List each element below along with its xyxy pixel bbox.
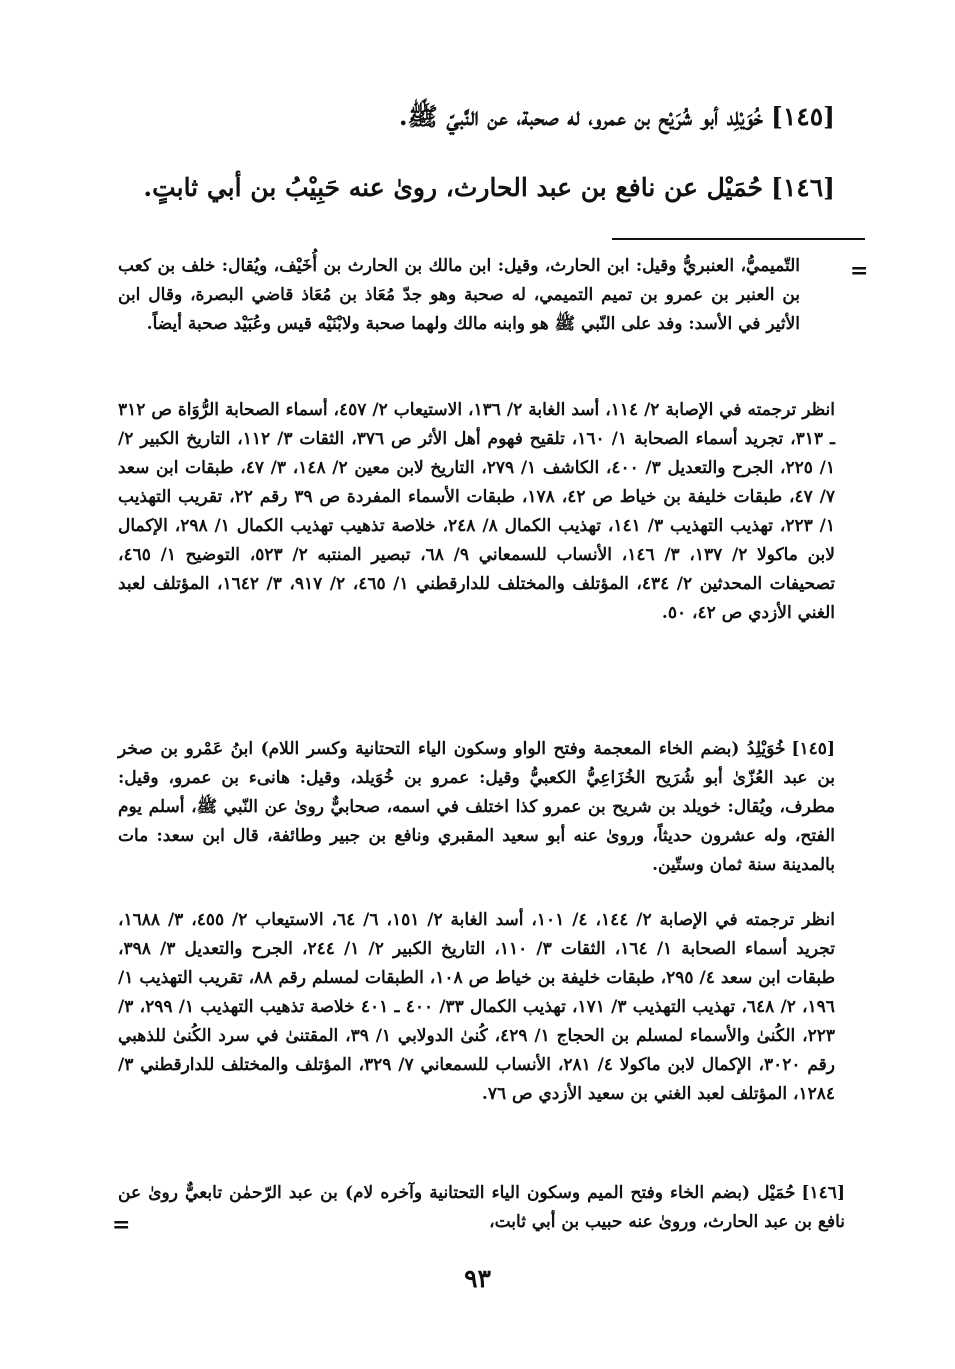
footnote-continued-references: انظر ترجمته في الإصابة ٢/ ١١٤، أسد الغابة ٢/ ١٣٦، الاستيعاب ٢/ ٤٥٧، أسماء الصحابة الرُّوَاة ص ٣١٢ ـ ٣١٣، تجريد أسماء الصحابة ١/ ١٦٠، تلقيح فهوم أهل الأثر ص ٣٧٦، الثقات ٣/ ١١٢، التاريخ الكبير ٢/ ١/ ٢٢٥، الجرح والتعديل ٣/ ٤٠٠، الكاشف ١/ ٢٧٩، التاريخ لابن معين ٢/ ١٤٨، ٣/ ٤٧، طبقات ابن سعد ٧/ ٤٧، طبقات خليفة بن خياط ص ٤٢، ١٧٨، طبقات الأسماء المفردة ص ٣٩ رقم ٢٢، تقريب التهذيب ١/ ٢٢٣، تهذيب التهذيب ٣/ ١٤١، تهذيب الكمال ٨/ ٢٤٨، خلاصة تذهيب تهذيب الكمال ١/ ٢٩٨، الإكمال لابن ماكولا ٢/ ١٣٧، ٣/ ١٤٦، الأنساب للسمعاني ٩/ ٦٨، تبصير المنتبه ٢/ ٥٢٣، التوضيح ١/ ٤٦٥، تصحيفات المحدثين ٢/ ٤٣٤، المؤتلف والمختلف للدارقطني ١/ ٤٦٥، ٢/ ٩١٧، ٣/ ١٦٤٢، المؤتلف لعبد الغني الأزدي ص ٤٢، ٥٠. — [118, 400, 836, 623]
footnote-145 — [118, 735, 835, 880]
entry-number: [١٤٦] — [771, 173, 835, 202]
footnote-146 — [118, 1179, 845, 1237]
footnote-text: حُمَيْل (بضم الخاء وفتح الميم وسكون الياء التحتانية وآخره لام) بن عبد الرّحمٰن تابعيٌّ روىٰ عن نافع بن عبد الحارث، وروىٰ عنه حبيب بن أبي ثابت، — [118, 1183, 845, 1232]
footnote-text: خُوَيْلِدُ (بضم الخاء المعجمة وفتح الواو وسكون الياء التحتانية وكسر اللام) ابنُ عَمْرو بن صخر بن عبد العُزّىٰ أبو شُرَيح الخُزَاعِيُّ الكعبيُّ وقيل: عمرو بن خُوَيلد، وقيل: هانىء بن عمرو، وقيل: مطرف، ويُقال: خويلد بن شريح بن عمرو كذا اختلف في اسمه، صحابيٌّ روىٰ عن النّبي ﷺ، أسلم يوم الفتح، وله عشرون حديثاً، وروىٰ عنه أبو سعيد المقبري ونافع بن جبير وطائفة، قال ابن سعد: مات بالمدينة سنة ثمان وستّين. — [118, 739, 835, 875]
continuation-mark-top: = — [850, 258, 869, 284]
footnote-continued-text: التّميميُّ، العنبريُّ وقيل: ابن الحارث، وقيل: ابن مالك بن الحارث بن أُخَيْف، ويُقال: خلف بن كعب بن العنبر بن عمرو بن تميم التميمي، له صحبة وهو جدّ مُعَاذ بن مُعَاذ قاضي البصرة، وقال ابن الأثير في الأسد: وفد على النّبي ﷺ هو وابنه مالك ولهما صحبة ولابْنَيْه قيس وعُبَيْد صحبة أيضاً. — [118, 256, 800, 334]
entry-146 — [120, 168, 835, 208]
entry-145 — [120, 97, 835, 137]
page-number: ٩٣ — [464, 1264, 491, 1293]
footnote-number: [١٤٦] — [801, 1183, 845, 1203]
footnote-145-references: انظر ترجمته في الإصابة ٢/ ١٤٤، ٤/ ١٠١، أسد الغابة ٢/ ١٥١، ٦/ ٦٤، الاستيعاب ٢/ ٤٥٥، ٣/ ١٦٨٨، تجريد أسماء الصحابة ١/ ١٦٤، الثقات ٣/ ١١٠، التاريخ الكبير ٢/ ١/ ٢٤٤، الجرح والتعديل ٣/ ٣٩٨، طبقات ابن سعد ٤/ ٢٩٥، طبقات خليفة بن خياط ص ١٠٨، الطبقات لمسلم رقم ٨٨، تقريب التهذيب ١/ ١٩٦، ٢/ ٦٤٨، تهذيب التهذيب ٣/ ١٧١، تهذيب الكمال ٣٣/ ٤٠٠ ـ ٤٠١ خلاصة تذهيب التهذيب ١/ ٢٩٩، ٣/ ٢٢٣، الكُنىٰ والأسماء لمسلم بن الحجاج ١/ ٤٢٩، كُنىٰ الدولابي ١/ ٣٩، المقتنىٰ في سرد الكُنىٰ للذهبي رقم ٣٠٢٠، الإكمال لابن ماكولا ٤/ ٢٨١، الأنساب للسمعاني ٧/ ٣٢٩، المؤتلف والمختلف للدارقطني ٣/ ١٢٨٤، المؤتلف لعبد الغني بن سعيد الأزدي ص ٧٦. — [118, 910, 836, 1104]
entry-text: خُوَيْلِد أبو شُرَيْح بن عمرو، له صحبة، عن النَّبيّ ﷺ. — [398, 102, 764, 131]
footnote-number: [١٤٥] — [791, 739, 835, 759]
continuation-mark-bottom: = — [112, 1212, 131, 1238]
entry-number: [١٤٥] — [771, 102, 835, 131]
footnote-divider — [612, 238, 865, 240]
entry-text: حُمَيْل عن نافع بن عبد الحارث، روىٰ عنه حَبِيْبُ بن أبي ثابتٍ. — [143, 173, 764, 202]
